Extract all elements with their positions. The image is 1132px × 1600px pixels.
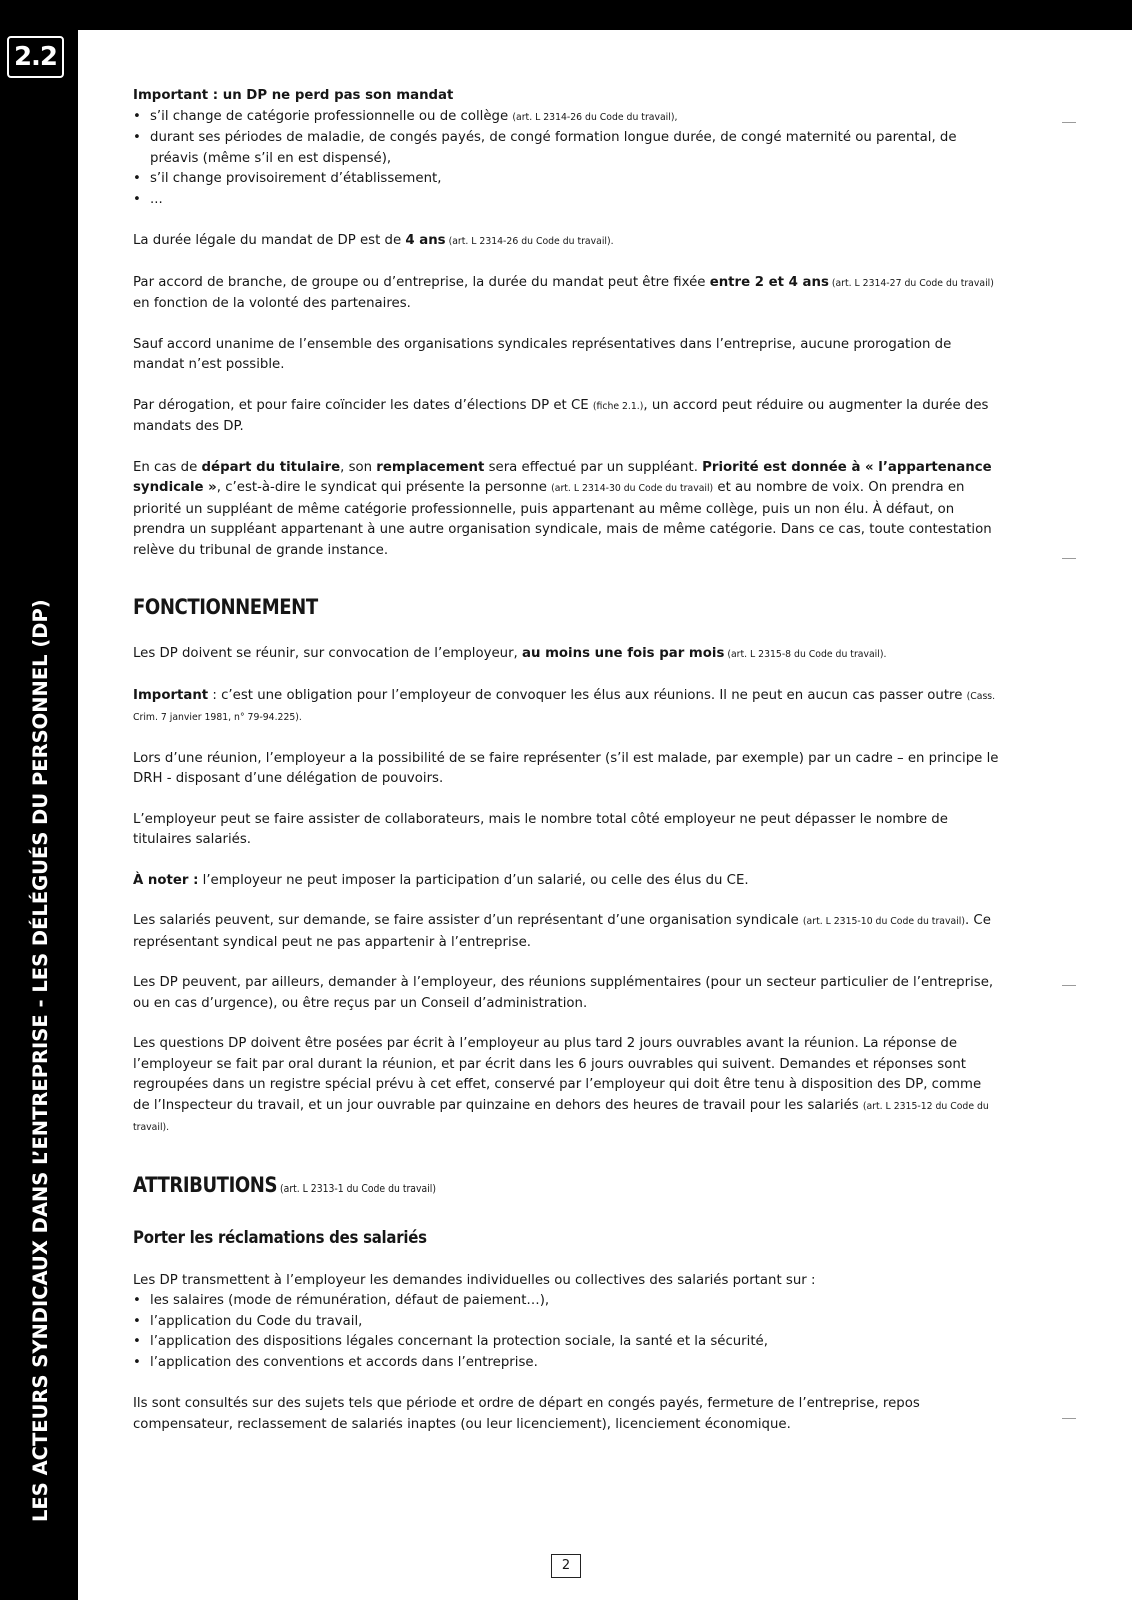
subheading-reclamations: Porter les réclamations des salariés (133, 1227, 427, 1248)
main-content (133, 86, 999, 1455)
paragraph-representation: Lors d’une réunion, l’employeur a la possibilité de se faire représenter (s’il est malade, par exemple) par un cadre – en principe le DRH - disposant d’une délégation de pouvoirs. (133, 750, 999, 786)
paragraph-reunion-mensuelle: Les DP doivent se réunir, sur convocation de l’employeur, au moins une fois par mois (art. L 2315-8 du Code du travail). (133, 646, 887, 661)
list-item: • l’application du Code du travail, (133, 1312, 999, 1333)
reclamations-list (133, 1291, 999, 1373)
list-item: • l’application des dispositions légales concernant la protection sociale, la santé et la sécurité, (133, 1332, 999, 1353)
scan-margin-mark (1062, 558, 1076, 559)
vertical-section-title: LES ACTEURS SYNDICAUX DANS L’ENTREPRISE - LES DÉLÉGUÉS DU PERSONNEL (DP) (29, 599, 52, 1522)
scan-margin-mark (1062, 122, 1076, 123)
paragraph-assistance-syndicale: Les salariés peuvent, sur demande, se faire assister d’un représentant d’une organisation syndicale (art. L 2315-10 du Code du travail). Ce représentant syndical peut ne pas appartenir à l’entreprise. (133, 913, 991, 950)
scan-margin-mark (1062, 985, 1076, 986)
sidebar-band (0, 0, 78, 1600)
list-item: • durant ses périodes de maladie, de congés payés, de congé formation longue durée, de congé maternité ou parental, de préavis (même s’il en est dispensé), (133, 128, 999, 169)
page-number: 2 (551, 1554, 581, 1578)
section-number-badge: 2.2 (7, 36, 64, 78)
list-item: • s’il change de catégorie professionnelle ou de collège (art. L 2314-26 du Code du travail), (133, 107, 999, 129)
paragraph-obligation: Important : c’est une obligation pour l’employeur de convoquer les élus aux réunions. Il ne peut en aucun cas passer outre (Cass. Crim. 7 janvier 1981, n° 79-94.225). (133, 687, 996, 723)
paragraph-derogation: Par dérogation, et pour faire coïncider les dates d’élections DP et CE (fiche 2.1.), un accord peut réduire ou augmenter la durée des mandats des DP. (133, 397, 989, 434)
paragraph-consultation: Ils sont consultés sur des sujets tels que période et ordre de départ en congés payés, fermeture de l’entreprise, repos compensateur, reclassement de salariés inaptes (ou leur licenciement), licenciement économique. (133, 1396, 920, 1432)
list-item: • ... (133, 190, 999, 211)
paragraph-duree: La durée légale du mandat de DP est de 4 ans (art. L 2314-26 du Code du travail). (133, 233, 614, 248)
paragraph-depart-titulaire: En cas de départ du titulaire, son remplacement sera effectué par un suppléant. Priorité est donnée à « l’appartenance syndicale », c’est-à-dire le syndicat qui présente la personne (art. L 2314-30 du Code du travail) et au nombre de voix. On prendra en priorité un suppléant de même catégorie professionnelle, puis appartenant au même collège, puis un non élu. À défaut, on prendra un suppléant appartenant à une autre organisation syndicale, mais de même catégorie. Dans ce cas, toute contestation relève du tribunal de grande instance. (133, 459, 992, 558)
paragraph-collaborateurs: L’employeur peut se faire assister de collaborateurs, mais le nombre total côté employeur ne peut dépasser le nombre de titulaires salariés. (133, 811, 948, 847)
list-item: • les salaires (mode de rémunération, défaut de paiement…), (133, 1291, 999, 1312)
paragraph-accord: Par accord de branche, de groupe ou d’entreprise, la durée du mandat peut être fixée entre 2 et 4 ans (art. L 2314-27 du Code du travail) en fonction de la volonté des partenaires. (133, 274, 994, 311)
list-item: • l’application des conventions et accords dans l’entreprise. (133, 1353, 999, 1374)
important-list (133, 107, 999, 211)
heading-fonctionnement: FONCTIONNEMENT (133, 595, 318, 619)
scan-margin-mark (1062, 1418, 1076, 1419)
paragraph-questions-dp: Les questions DP doivent être posées par écrit à l’employeur au plus tard 2 jours ouvrables avant la réunion. La réponse de l’employeur se fait par oral durant la réunion, et par écrit dans les 6 jours ouvrables qui suivent. Demandes et réponses sont regroupées dans un registre spécial prévu à cet effet, conservé par l’employeur qui doit être tenu à disposition des DP, comme de l’Inspecteur du travail, et un jour ouvrable par quinzaine en dehors des heures de travail pour les salariés (art. L 2315-12 du Code du travail). (133, 1036, 989, 1133)
list-item: • s’il change provisoirement d’établissement, (133, 169, 999, 190)
paragraph-reunions-supplementaires: Les DP peuvent, par ailleurs, demander à l’employeur, des réunions supplémentaires (pour un secteur particulier de l’entreprise, ou en cas d’urgence), ou être reçus par un Conseil d’administration. (133, 975, 994, 1011)
paragraph-transmission: Les DP transmettent à l’employeur les demandes individuelles ou collectives des salariés portant sur : (133, 1272, 816, 1288)
heading-attributions: ATTRIBUTIONS (art. L 2313-1 du Code du travail) (133, 1172, 436, 1197)
paragraph-a-noter: À noter : l’employeur ne peut imposer la participation d’un salarié, ou celle des élus du CE. (133, 872, 749, 888)
top-black-band (0, 0, 1132, 30)
important-heading: Important : un DP ne perd pas son mandat (133, 88, 454, 103)
paragraph-sauf-accord: Sauf accord unanime de l’ensemble des organisations syndicales représentatives dans l’entreprise, aucune prorogation de mandat n’est possible. (133, 336, 952, 372)
